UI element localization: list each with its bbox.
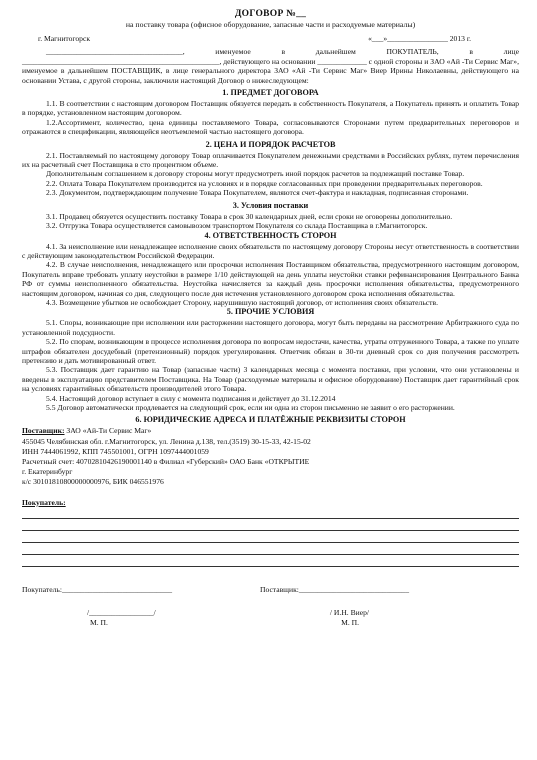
supplier-address: 455045 Челябинская обл. г.Магнитогорск, ул. Ленина д.138, тел.(3519) 30-15-33, 42-15-02 — [22, 436, 311, 446]
clause-2-1-extra: Дополнительным соглашением к договору стороны могут предусмотреть иной порядок расчетов за подлежащий поставке Товар. — [46, 169, 465, 179]
section-3-title: 3. Условия поставки — [232, 200, 309, 210]
buyer-stamp-place: М. П. — [90, 617, 108, 627]
contract-date: «___»________________ 2013 г. — [368, 34, 471, 43]
supplier-requisites — [22, 426, 519, 487]
signer-row — [22, 608, 519, 617]
buyer-signer: /_________________/ — [87, 608, 156, 618]
city-date-row — [22, 34, 519, 43]
supplier-label: Поставщик: — [22, 426, 65, 436]
preamble: ____________________________________, именуемое в дальнейшем ПОКУПАТЕЛЬ, в лице ____________________________________________________, действующего на основании _____________ с одной стороны и ЗАО «Ай -Ти Сервис Маг», именуемое в дальнейшем ПОСТАВЩИК, в лице генерального директора ЗАО «Ай -Ти Сервис Маг» Виер Ирины Николаевны, действующего на основании Устава, с другой стороны, заключили настоящий Договор о нижеследующем: — [22, 47, 519, 85]
section-5-title: 5. ПРОЧИЕ УСЛОВИЯ — [226, 307, 315, 317]
buyer-signature-line: Покупатель:_____________________________ — [22, 585, 173, 595]
buyer-line-4[interactable] — [22, 544, 519, 555]
buyer-label: Покупатель: — [22, 497, 66, 507]
signature-row — [22, 585, 519, 594]
clause-4-2: 4.2. В случае неисполнения, ненадлежащего или просрочки исполнения Поставщиком обязательства, предусмотренного настоящим договором, Покупатель вправе требовать уплату неустойки в размере 1/10 действующей на день уплаты неустойки ставки рефинансирования Центрального Банка РФ от суммы неисполненного обязательства. Неустойка начисляется за каждый день просрочки исполнения обязательства, предусмотренного настоящим договором, начиная со дня, следующего после дня истечения установленного договором срока исполнения обязательства. — [22, 260, 519, 298]
clause-3-2: 3.2. Отгрузка Товара осуществляется самовывозом транспортом Покупателя со склада Поставщика в г.Магнитогорск. — [46, 221, 428, 231]
section-6-title: 6. ЮРИДИЧЕСКИЕ АДРЕСА И ПЛАТЁЖНЫЕ РЕКВИЗИТЫ СТОРОН — [135, 415, 406, 425]
clause-2-1: 2.1. Поставляемый по настоящему договору Товар оплачивается Покупателем денежными средствами в Российских рублях, путем перечисления их на расчетный счет Поставщика в сто процентном объеме. — [22, 150, 519, 170]
clause-5-5: 5.5 Договор автоматически продлевается на следующий срок, если ни одна из сторон письменно не заявит о его расторжении. — [46, 403, 455, 412]
supplier-name: ЗАО «Ай-Ти Сервис Маг» — [64, 426, 152, 436]
clause-3-1: 3.1. Продавец обязуется осуществить поставку Товара в срок 30 календарных дней, если сроки не оговорены дополнительно. — [46, 211, 453, 221]
supplier-stamp-place: М. П. — [341, 617, 359, 627]
clause-1-2: 1.2.Ассортимент, количество, цена единицы поставляемого Товара, согласовываются Сторонами путем предварительных переговоров и отражаются в спецификации, являющейся неотъемлемой частью настоящего договора. — [22, 117, 519, 137]
supplier-signature-line: Поставщик:_____________________________ — [259, 585, 409, 595]
clause-5-2: 5.2. По спорам, возникающим в процессе исполнения договора по вопросам недостачи, качества, утраты отгруженного Товара, а также по уплате штрафов обязателен досудебный (претензионный) порядок урегулирования. Ответчик обязан в 30-ти дневный срок со дня получения рассмотреть претензию и дать мотивированный ответ. — [22, 337, 519, 365]
supplier-account: Расчетный счет: 40702810426190001140 в Филиал «Губерский» ОАО Банк «ОТКРЫТИЕ — [22, 457, 310, 467]
clause-2-2: 2.2. Оплата Товара Покупателем производится на условиях и в порядке согласованных при проведении предварительных переговоров. — [46, 178, 483, 188]
clause-5-3: 5.3. Поставщик дает гарантию на Товар (запасные части) 3 календарных месяца с момента поставки, при условии, что они установлены и введены в эксплуатацию представителем Поставщика. На Товар (расходуемые материалы и офисное оборудование) Поставщик дает гарантийный срок на условиях гарантийных обязательств производителей этого Товара. — [22, 365, 519, 394]
buyer-line-2[interactable] — [22, 520, 519, 531]
section-4-title: 4. ОТВЕТСТВЕННОСТЬ СТОРОН — [204, 230, 337, 240]
buyer-line-1[interactable] — [22, 508, 519, 519]
buyer-line-5[interactable] — [22, 556, 519, 567]
stamp-row — [22, 618, 519, 627]
buyer-line-3[interactable] — [22, 532, 519, 543]
clause-5-4: 5.4. Настоящий договор вступает в силу с момента подписания и действует до 31.12.2014 — [46, 393, 336, 403]
supplier-inn: ИНН 7444061992, КПП 745501001, ОГРН 1097444001059 — [22, 446, 209, 456]
clause-4-3: 4.3. Возмещение убытков не освобождает Сторону, нарушившую настоящий договор, от исполнения своих обязательств. — [46, 297, 438, 307]
clause-4-1: 4.1. За неисполнение или ненадлежащее исполнение своих обязательств по настоящему договору Стороны несут ответственность в соответствии с действующим законодательством Российской Федерации. — [22, 241, 519, 260]
supplier-signer: / И.Н. Виер/ — [329, 608, 369, 618]
city: г. Магнитогорск — [38, 34, 91, 43]
section-1-title: 1. ПРЕДМЕТ ДОГОВОРА — [222, 88, 319, 98]
clause-5-1: 5.1. Споры, возникающие при исполнении или расторжении настоящего договора, могут быть переданы на рассмотрение Арбитражного суда по установленной подсудности. — [22, 318, 519, 337]
section-2-title: 2. ЦЕНА И ПОРЯДОК РАСЧЕТОВ — [205, 139, 336, 149]
clause-2-3: 2.3. Документом, подтверждающим получение Товара Покупателем, являются счет-фактура и накладная, подписанная сторонами. — [46, 188, 469, 198]
contract-title: ДОГОВОР №__ — [234, 9, 307, 19]
contract-subtitle: на поставку товара (офисное оборудование, запасные части и расходуемые материалы) — [125, 20, 416, 29]
supplier-bank-city: г. Екатеринбург — [22, 467, 73, 477]
supplier-bik: к/с 30101810800000000976, БИК 046551976 — [22, 477, 164, 487]
clause-1-1: 1.1. В соответствии с настоящим договором Поставщик обязуется передать в собственность Покупателя, а Покупатель принять и оплатить Товар в порядке, установленном настоящим договором. — [22, 99, 519, 118]
